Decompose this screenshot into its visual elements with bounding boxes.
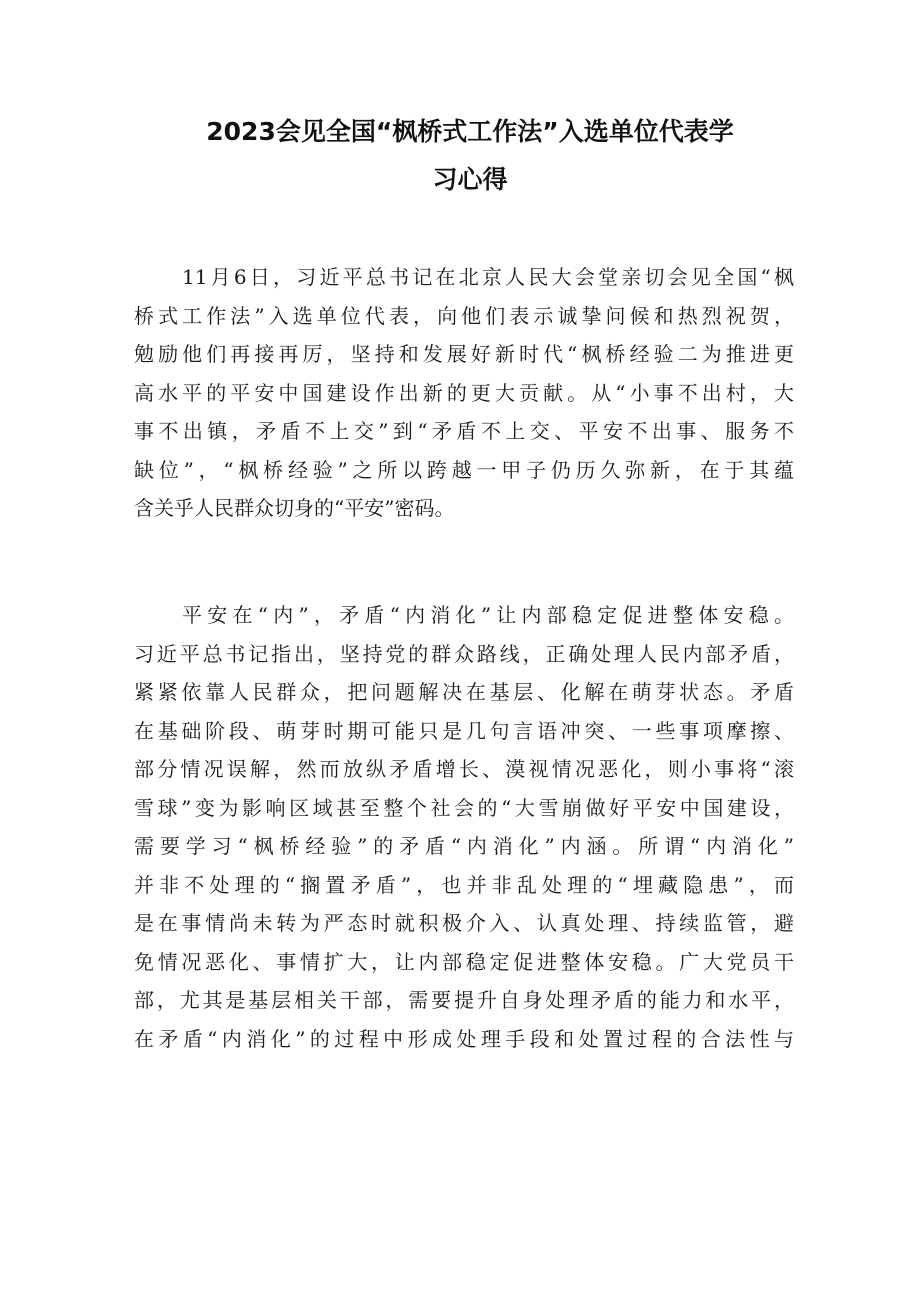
paragraph-line: 桥式工作法”入选单位代表，向他们表示诚挚问候和热烈祝贺，	[134, 303, 794, 328]
paragraph-line: 习近平总书记指出，坚持党的群众路线，正确处理人民内部矛盾，	[134, 641, 794, 666]
document-title-line-2: 习心得	[432, 165, 508, 194]
paragraph-line: 部分情况误解，然而放纵矛盾增长、漠视情况恶化，则小事将“滚	[134, 757, 794, 781]
paragraph-line: 需要学习“枫桥经验”的矛盾“内消化”内涵。所谓“内消化”	[134, 834, 794, 858]
paragraph-line: 部，尤其是基层相关干部，需要提升自身处理矛盾的能力和水平，	[134, 988, 794, 1012]
paragraph-1	[134, 258, 794, 528]
paragraph-line: 事不出镇，矛盾不上交”到“矛盾不上交、平安不出事、服务不	[134, 419, 794, 443]
paragraph-line: 并非不处理的“搁置矛盾”，也并非乱处理的“埋藏隐患”，而	[134, 872, 794, 897]
paragraph-line: 在矛盾“内消化”的过程中形成处理手段和处置过程的合法性与	[134, 1026, 794, 1051]
paragraph-line: 是在事情尚未转为严态时就积极介入、认真处理、持续监管，避	[134, 911, 794, 935]
document-title-line-1: 2023会见全国“枫桥式工作法”入选单位代表学	[206, 117, 734, 146]
paragraph-line: 紧紧依靠人民群众，把问题解决在基层、化解在萌芽状态。矛盾	[134, 680, 794, 704]
paragraph-line: 免情况恶化、事情扩大，让内部稳定促进整体安稳。广大党员干	[134, 949, 794, 974]
paragraph-line: 缺位”，“枫桥经验”之所以跨越一甲子仍历久弥新，在于其蕴	[134, 457, 794, 482]
paragraph-line: 平安在“内”，矛盾“内消化”让内部稳定促进整体安稳。	[182, 603, 794, 627]
paragraph-line: 11月6日，习近平总书记在北京人民大会堂亲切会见全国“枫	[182, 265, 794, 289]
paragraph-line: 勉励他们再接再厉，坚持和发展好新时代“枫桥经验二为推进更	[134, 342, 794, 366]
paragraph-2	[134, 596, 794, 1058]
paragraph-line: 在基础阶段、萌芽时期可能只是几句言语冲突、一些事项摩擦、	[134, 718, 794, 743]
paragraph-line: 含关乎人民群众切身的“平安”密码。	[134, 496, 455, 520]
paragraph-line: 高水平的平安中国建设作出新的更大贡献。从“小事不出村，大	[134, 380, 794, 405]
paragraph-line: 雪球”变为影响区域甚至整个社会的“大雪崩做好平安中国建设，	[134, 795, 794, 820]
